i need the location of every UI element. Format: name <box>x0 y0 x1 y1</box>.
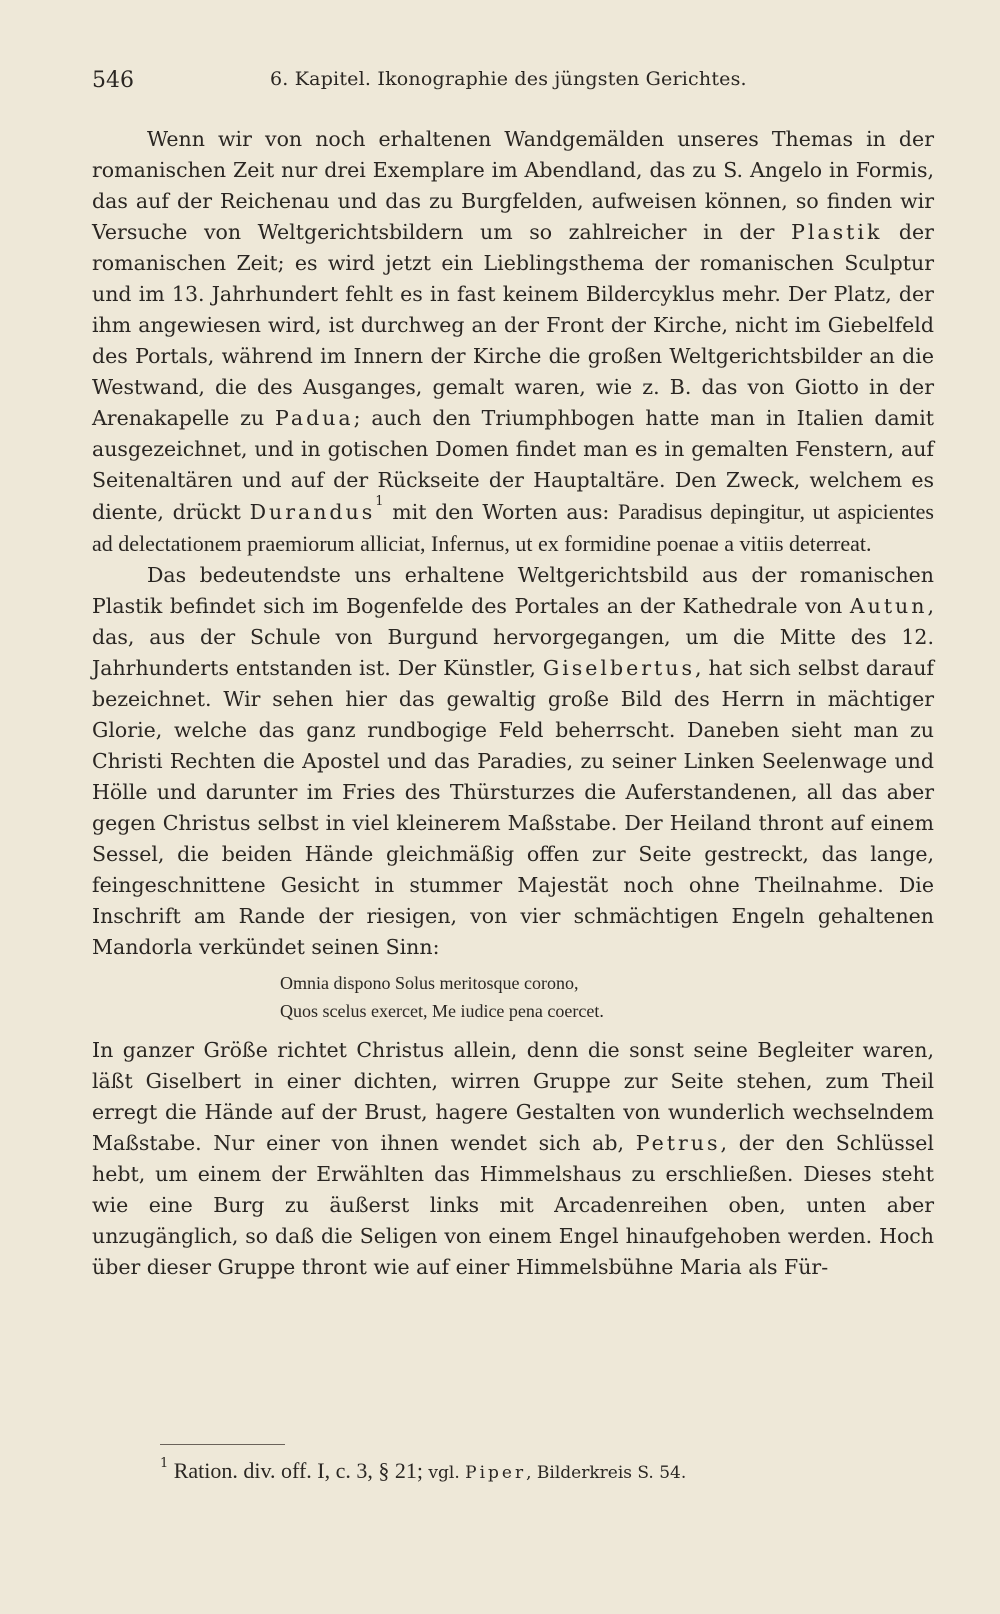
footnote-text: , Bilderkreis S. 54. <box>526 1463 687 1483</box>
page-number: 546 <box>92 68 134 93</box>
paragraph-1 <box>92 124 934 560</box>
text-run: der romanischen Zeit; es wird jetzt ein Lieblingsthema der romanischen Sculptur und im 13. Jahrhundert fehlt es in fast keinem Bildercyklus mehr. Der Platz, der ihm angewiesen wird, ist durchweg an der Front der Kirche, nicht im Giebelfeld des Portals, während im Innern der Kirche die großen Weltgerichtsbilder an die Westwand, die des Ausganges, gemalt waren, wie z. B. das von Giotto in der Arenakapelle zu <box>92 220 934 430</box>
verse-line: Quos scelus exercet, Me iudice pena coercet. <box>280 1001 604 1021</box>
paragraph-3 <box>92 1035 934 1283</box>
spaced-word-padua: Padua <box>275 406 354 430</box>
text-run: ; auch den Triumphbogen hatte man in Italien damit ausgezeichnet, und in gotischen Domen findet man es in gemalten Fenstern, auf Seitenaltären und auf der Rückseite der Hauptaltäre. Den Zweck, welchem es diente, drückt <box>92 406 934 524</box>
verse-line: Omnia dispono Solus meritosque corono, <box>280 973 579 993</box>
spaced-word-piper: Piper <box>465 1463 527 1483</box>
spaced-word-petrus: Petrus <box>635 1131 721 1155</box>
text-run: , das, aus der Schule von Burgund hervorgegangen, um die Mitte des 12. Jahrhunderts entstanden ist. Der Künstler, <box>92 594 934 680</box>
text-run: Wenn wir von noch erhaltenen Wandgemälden unseres Themas in der romanischen Zeit nur drei Exemplare im Abendland, das zu S. Angelo in Formis, das auf der Reichenau und das zu Burgfelden, aufweisen können, so finden wir Versuche von Weltgerichtsbildern um so zahlreicher in der <box>92 127 934 244</box>
text-run: Das bedeutendste uns erhaltene Weltgerichtsbild aus der romanischen Plastik befindet sich im Bogenfelde des Portales an der Kathedrale von <box>92 563 934 618</box>
running-title: 6. Kapitel. Ikonographie des jüngsten Gerichtes. <box>270 68 747 90</box>
text-run: , der den Schlüssel hebt, um einem der Erwählten das Himmelshaus zu erschließen. Dieses steht wie eine Burg zu äußerst links mit Arcadenreihen oben, unten aber unzugänglich, so daß die Seligen von einem Engel hinaufgehoben werden. Hoch über dieser Gruppe thront wie auf einer Himmelsbühne Maria als Für- <box>92 1131 934 1279</box>
text-run: In ganzer Größe richtet Christus allein, denn die sonst seine Begleiter waren, läßt Giselbert in einer dichten, wirren Gruppe zur Seite stehen, zum Theil erregt die Hände auf der Brust, hagere Gestalten von wunderlich wechselndem Maßstabe. Nur einer von ihnen wendet sich ab, <box>92 1038 934 1155</box>
footnote <box>160 1458 940 1486</box>
footnote-mark: 1 <box>160 1456 169 1471</box>
spaced-word-giselbertus: Giselbertus <box>542 656 695 680</box>
footnote-reference[interactable]: 1 <box>375 494 384 509</box>
spaced-word-durandus: Durandus <box>249 500 376 524</box>
inscription-verse <box>280 969 934 1025</box>
body-text <box>92 124 934 1283</box>
text-run: mit den Worten aus: <box>383 500 618 524</box>
latin-quotation: Paradisus depingitur, ut aspicientes ad delectationem praemiorum alliciat, Infernus, ut ex formidine poenae a vitiis deterreat. <box>92 499 934 556</box>
spaced-word-plastik: Plastik <box>791 220 883 244</box>
footnote-divider <box>160 1444 285 1445</box>
spaced-word-autun: Autun <box>849 594 928 618</box>
text-run: , hat sich selbst darauf bezeichnet. Wir sehen hier das gewaltig große Bild des Herrn in mächtiger Glorie, welche das ganz rundbogige Feld beherrscht. Daneben sieht man zu Christi Rechten die Apostel und das Paradies, zu seiner Linken Seelenwage und Hölle und darunter im Fries des Thürsturzes die Auferstandenen, all das aber gegen Christus selbst in viel kleinerem Maßstabe. Der Heiland thront auf einem Sessel, die beiden Hände gleichmäßig offen zur Seite gestreckt, das lange, feingeschnittene Gesicht in stummer Majestät noch ohne Theilnahme. Die Inschrift am Rande der riesigen, von vier schmächtigen Engeln gehaltenen Mandorla verkündet seinen Sinn: <box>92 656 934 959</box>
footnote-text: vgl. <box>423 1463 460 1483</box>
footnote-citation: Ration. div. off. I, c. 3, § 21; <box>173 1458 423 1483</box>
paragraph-2 <box>92 560 934 963</box>
page-header <box>92 68 932 100</box>
